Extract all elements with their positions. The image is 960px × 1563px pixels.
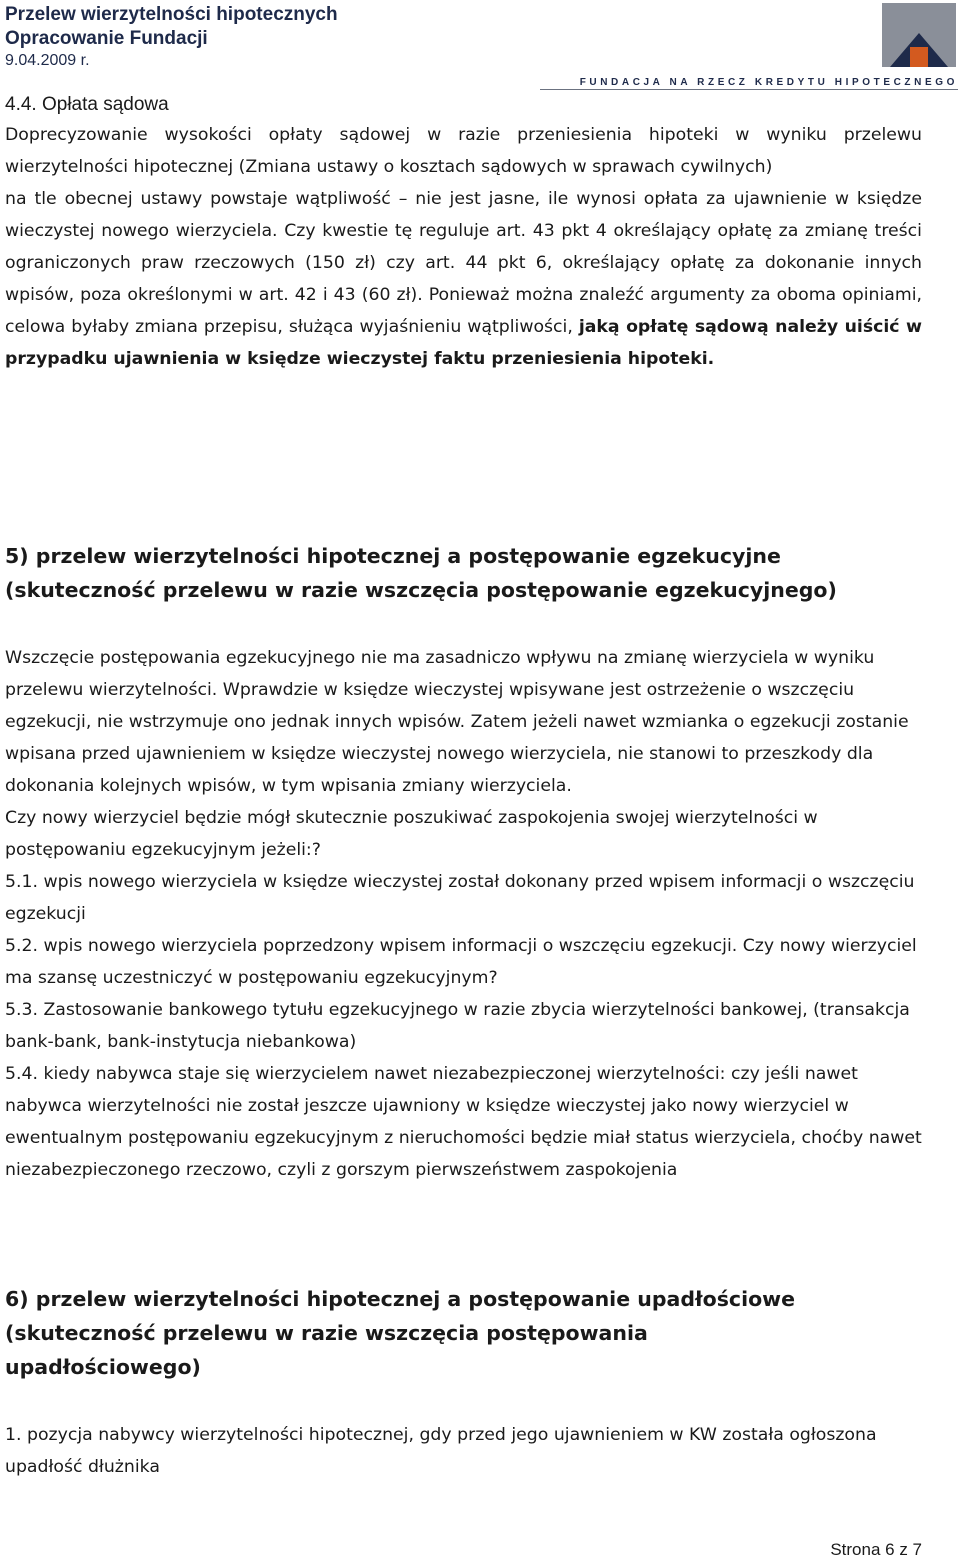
header-date: 9.04.2009 r. xyxy=(5,52,90,69)
logo-door-shape xyxy=(910,47,928,67)
header-title-line-1: Przelew wierzytelności hipotecznych xyxy=(5,4,338,25)
section-6-heading-line-1: 6) przelew wierzytelności hipotecznej a postępowanie upadłościowe xyxy=(5,1287,796,1311)
section-4-4-paragraph-2-emphasis: jaką opłatę sądową należy uiścić w przypadku ujawnienia w księdze wieczystej faktu przeniesienia hipoteki. xyxy=(5,317,922,369)
section-4-4-body xyxy=(5,119,922,375)
section-5-heading-line-1: 5) przelew wierzytelności hipotecznej a postępowanie egzekucyjne xyxy=(5,544,781,568)
section-4-4-paragraph-2-text: na tle obecnej ustawy powstaje wątpliwość – nie jest jasne, ile wynosi opłata za ujawnienie w księdze wieczystej nowego wierzyciela. Czy kwestie tę reguluje art. 43 pkt 4 określający opłatę za zmianę treści ograniczonych praw rzeczowych (150 zł) czy art. 44 pkt 6, określający opłatę za dokonanie innych wpisów, poza określonymi w art. 42 i 43 (60 zł). Ponieważ można znaleźć argumenty za oboma opiniami, celowa byłaby zmiana przepisu, służąca wyjaśnieniu wątpliwości, xyxy=(5,189,922,337)
document-header-title xyxy=(5,3,338,51)
section-6-body xyxy=(5,1419,922,1483)
section-6-heading-line-2: (skuteczność przelewu w razie wszczęcia postępowania xyxy=(5,1321,648,1345)
section-6-heading xyxy=(5,1282,935,1384)
header-divider xyxy=(540,89,958,90)
section-6-item-1: 1. pozycja nabywcy wierzytelności hipotecznej, gdy przed jego ujawnieniem w KW została ogłoszona upadłość dłużnika xyxy=(5,1425,877,1477)
section-5-heading xyxy=(5,539,935,607)
page-number: Strona 6 z 7 xyxy=(830,1540,922,1559)
section-5-item-5-1: 5.1. wpis nowego wierzyciela w księdze wieczystej został dokonany przed wpisem informacji o wszczęciu egzekucji xyxy=(5,872,915,924)
section-6-heading-line-3: upadłościowego) xyxy=(5,1355,201,1379)
header-title-line-2: Opracowanie Fundacji xyxy=(5,28,208,49)
section-5-question: Czy nowy wierzyciel będzie mógł skutecznie poszukiwać zaspokojenia swojej wierzytelności w postępowaniu egzekucyjnym jeżeli:? xyxy=(5,808,818,860)
section-4-4-paragraph-1: Doprecyzowanie wysokości opłaty sądowej w razie przeniesienia hipoteki w wyniku przelewu wierzytelności hipotecznej (Zmiana ustawy o kosztach sądowych w sprawach cywilnych) xyxy=(5,125,922,177)
section-4-4-paragraph-2 xyxy=(5,183,922,375)
section-5-item-5-4: 5.4. kiedy nabywca staje się wierzycielem nawet niezabezpieczonej wierzytelności: czy jeśli nawet nabywca wierzytelności nie został jeszcze ujawniony w księdze wieczystej jako nowy wierzyciel w ewentualnym postępowaniu egzekucyjnym z nieruchomości będzie miał status wierzyciela, choćby nawet niezabezpieczonego rzeczowo, czyli z gorszym pierwszeństwem zaspokojenia xyxy=(5,1064,922,1180)
section-5-heading-line-2: (skuteczność przelewu w razie wszczęcia postępowanie egzekucyjnego) xyxy=(5,578,837,602)
section-5-body xyxy=(5,642,922,1186)
foundation-logo-graphic xyxy=(882,3,956,67)
section-4-4-heading: 4.4. Opłata sądowa xyxy=(5,94,169,115)
section-5-paragraph-1: Wszczęcie postępowania egzekucyjnego nie ma zasadniczo wpływu na zmianę wierzyciela w wyniku przelewu wierzytelności. Wprawdzie w księdze wieczystej wpisywane jest ostrzeżenie o wszczęciu egzekucji, nie wstrzymuje ono jednak innych wpisów. Zatem jeżeli nawet wzmianka o egzekucji zostanie wpisana przed ujawnieniem w księdze wieczystej nowego wierzyciela, nie stanowi to przeszkody dla dokonania kolejnych wpisów, w tym wpisania zmiany wierzyciela. xyxy=(5,648,909,796)
section-5-item-5-3: 5.3. Zastosowanie bankowego tytułu egzekucyjnego w razie zbycia wierzytelności bankowej, (transakcja bank-bank, bank-instytucja niebankowa) xyxy=(5,1000,910,1052)
foundation-name: FUNDACJA NA RZECZ KREDYTU HIPOTECZNEGO xyxy=(579,77,958,88)
section-5-item-5-2: 5.2. wpis nowego wierzyciela poprzedzony wpisem informacji o wszczęciu egzekucji. Czy nowy wierzyciel ma szansę uczestniczyć w postępowaniu egzekucyjnym? xyxy=(5,936,917,988)
foundation-logo-icon xyxy=(882,3,956,67)
